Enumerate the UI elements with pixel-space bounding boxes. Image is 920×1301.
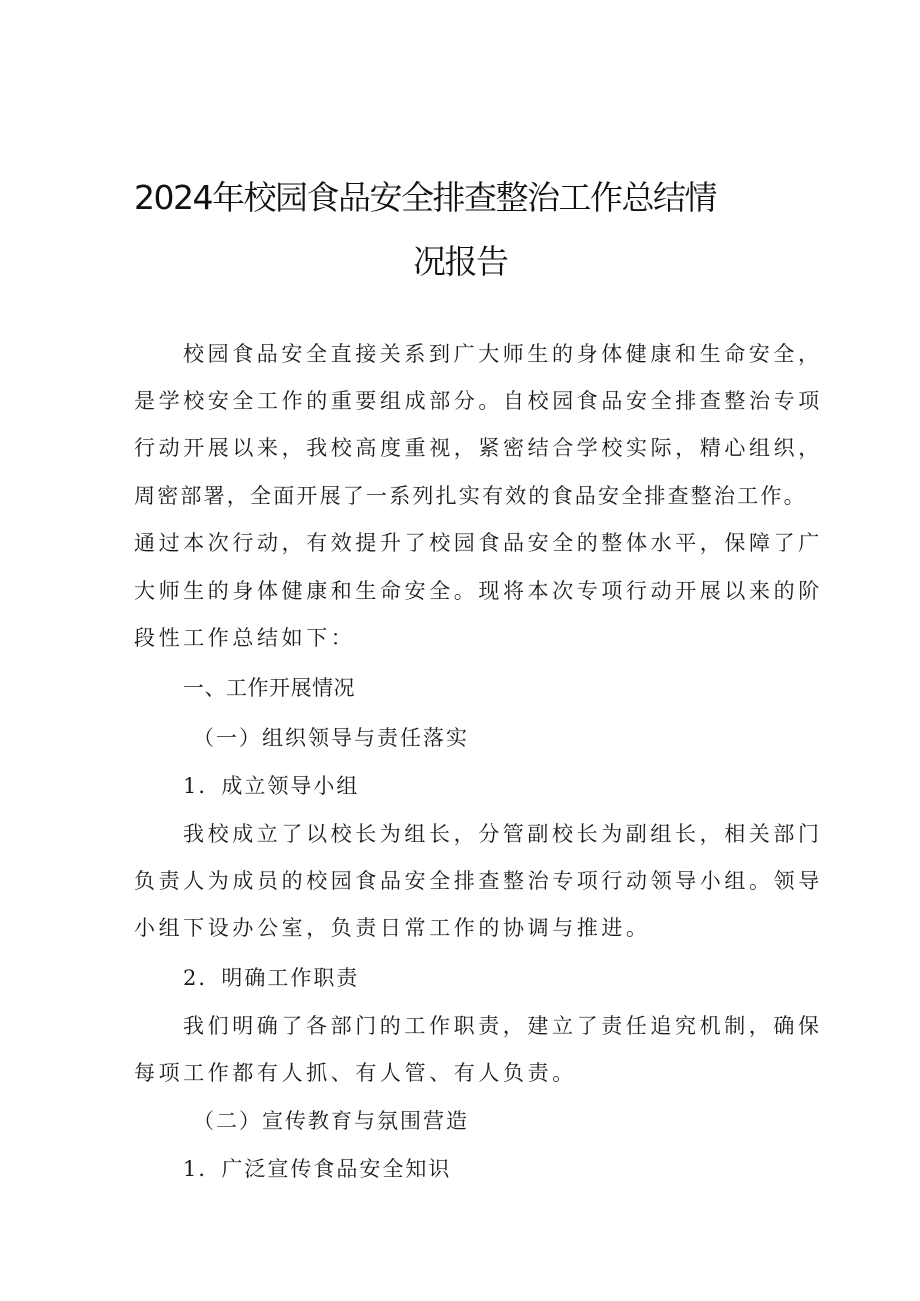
item-2-line-1: 我们明确了各部门的工作职责，建立了责任追究机制，确保 bbox=[183, 1014, 823, 1038]
intro-line-4: 周密部署，全面开展了一系列扎实有效的食品安全排查整治工作。 bbox=[134, 484, 807, 508]
intro-line-1: 校园食品安全直接关系到广大师生的身体健康和生命安全， bbox=[183, 342, 823, 366]
document-title-line-1: 2024年校园食品安全排查整治工作总结情 bbox=[134, 178, 716, 217]
item-1-line-1: 我校成立了以校长为组长，分管副校长为副组长，相关部门 bbox=[183, 822, 823, 846]
intro-line-2: 是学校安全工作的重要组成部分。自校园食品安全排查整治专项 bbox=[134, 389, 823, 413]
subsection-1-heading: （一）组织领导与责任落实 bbox=[193, 726, 469, 750]
intro-line-6: 大师生的身体健康和生命安全。现将本次专项行动开展以来的阶 bbox=[134, 579, 823, 603]
intro-line-7: 段性工作总结如下： bbox=[134, 626, 356, 650]
item-2-line-2: 每项工作都有人抓、有人管、有人负责。 bbox=[134, 1061, 577, 1085]
document-title-line-2: 况报告 bbox=[413, 242, 508, 281]
item-1-line-3: 小组下设办公室，负责日常工作的协调与推进。 bbox=[134, 916, 651, 940]
item-2-heading: 2．明确工作职责 bbox=[183, 966, 360, 990]
intro-line-5: 通过本次行动，有效提升了校园食品安全的整体水平，保障了广 bbox=[134, 531, 823, 555]
item-1-line-2: 负责人为成员的校园食品安全排查整治专项行动领导小组。领导 bbox=[134, 869, 823, 893]
subsection-2-heading: （二）宣传教育与氛围营造 bbox=[193, 1109, 469, 1133]
intro-line-3: 行动开展以来，我校高度重视，紧密结合学校实际，精心组织， bbox=[134, 436, 823, 460]
item-1-heading: 1．成立领导小组 bbox=[183, 774, 360, 798]
item-3-heading: 1．广泛宣传食品安全知识 bbox=[183, 1157, 452, 1181]
section-1-heading: 一、工作开展情况 bbox=[183, 676, 355, 700]
